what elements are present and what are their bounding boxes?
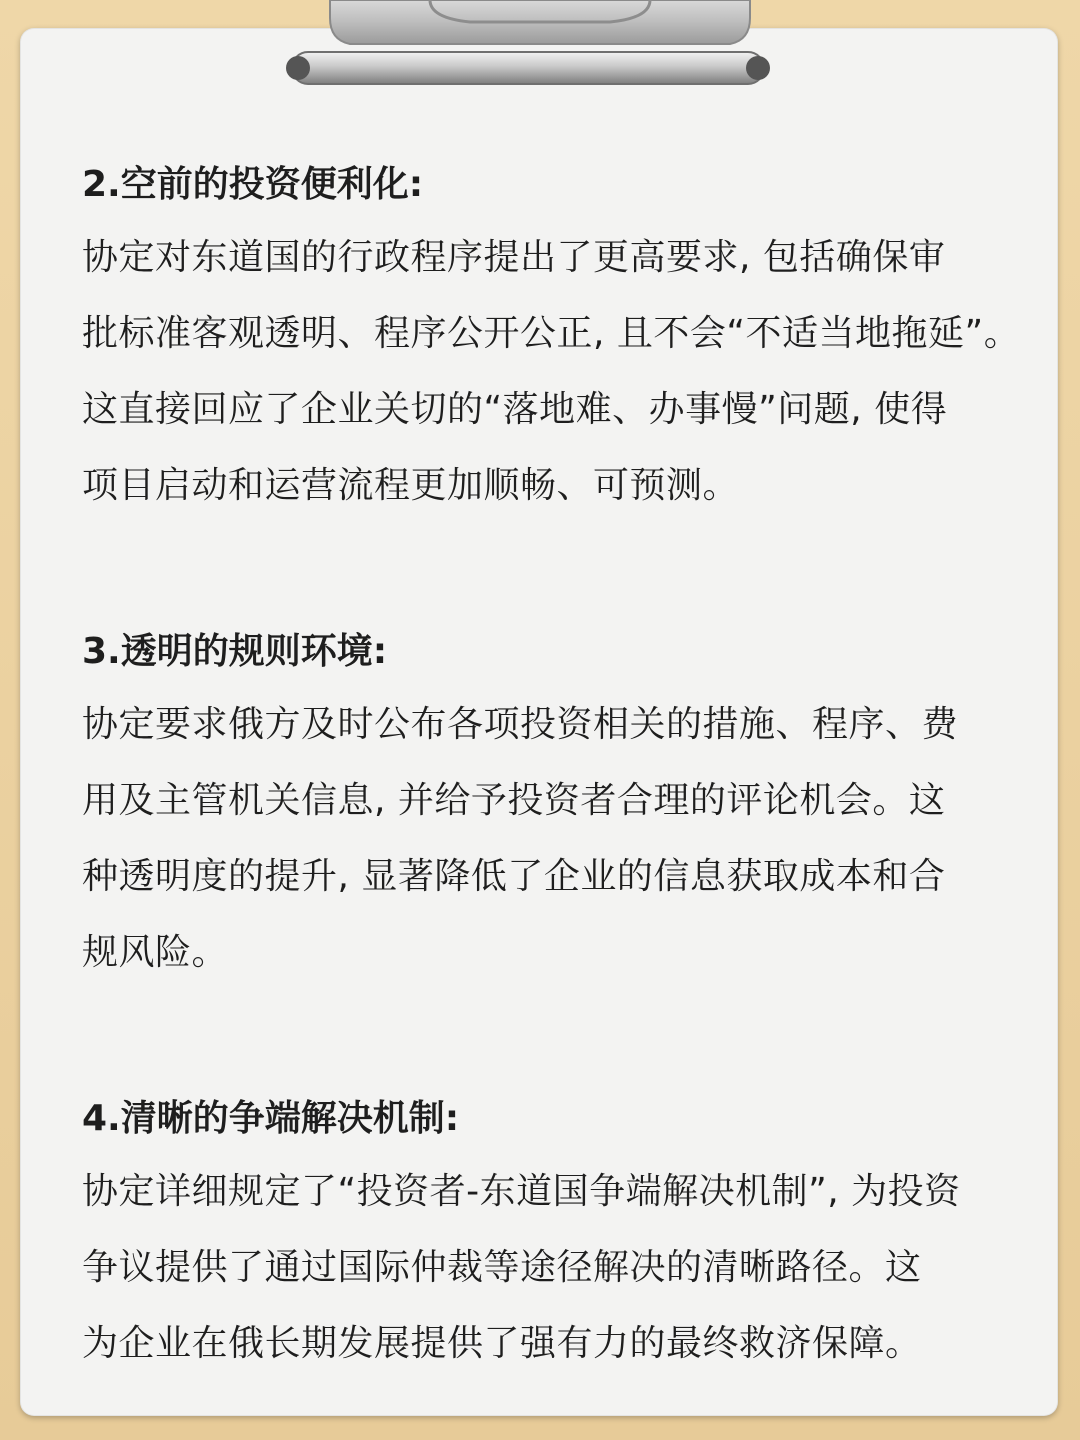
section-heading: 3.透明的规则环境: [82,631,388,672]
body-line: 用及主管机关信息, 并给予投资者合理的评论机会。这 [82,780,946,821]
section-heading: 2.空前的投资便利化: [82,164,424,205]
section-heading: 4.清晰的争端解决机制: [82,1098,460,1139]
section-spacer [82,524,1012,617]
body-line: 项目启动和运营流程更加顺畅、可预测。 [82,465,740,506]
section-investment-facilitation [82,150,1021,524]
section-body [82,220,1021,524]
body-line: 争议提供了通过国际仲裁等途径解决的清晰路径。这 [82,1247,922,1288]
body-line: 这直接回应了企业关切的“落地难、办事慢”问题, 使得 [82,389,948,430]
section-transparent-rules [82,617,1012,991]
document-content [82,150,1021,1382]
section-body [82,687,1012,991]
body-line: 协定对东道国的行政程序提出了更高要求, 包括确保审 [82,237,946,278]
body-line: 协定要求俄方及时公布各项投资相关的措施、程序、费 [82,704,959,745]
body-line: 协定详细规定了“投资者-东道国争端解决机制”, 为投资 [82,1171,961,1212]
body-line: 规风险。 [82,932,229,973]
clipboard-clip-icon [0,0,1080,110]
body-line: 为企业在俄长期发展提供了强有力的最终救济保障。 [82,1323,922,1364]
body-line: 批标准客观透明、程序公开公正, 且不会“不适当地拖延”。 [82,313,1021,354]
section-dispute-resolution [82,1084,1012,1382]
section-spacer [82,991,1012,1084]
body-line: 种透明度的提升, 显著降低了企业的信息获取成本和合 [82,856,946,897]
section-body [82,1154,1012,1382]
